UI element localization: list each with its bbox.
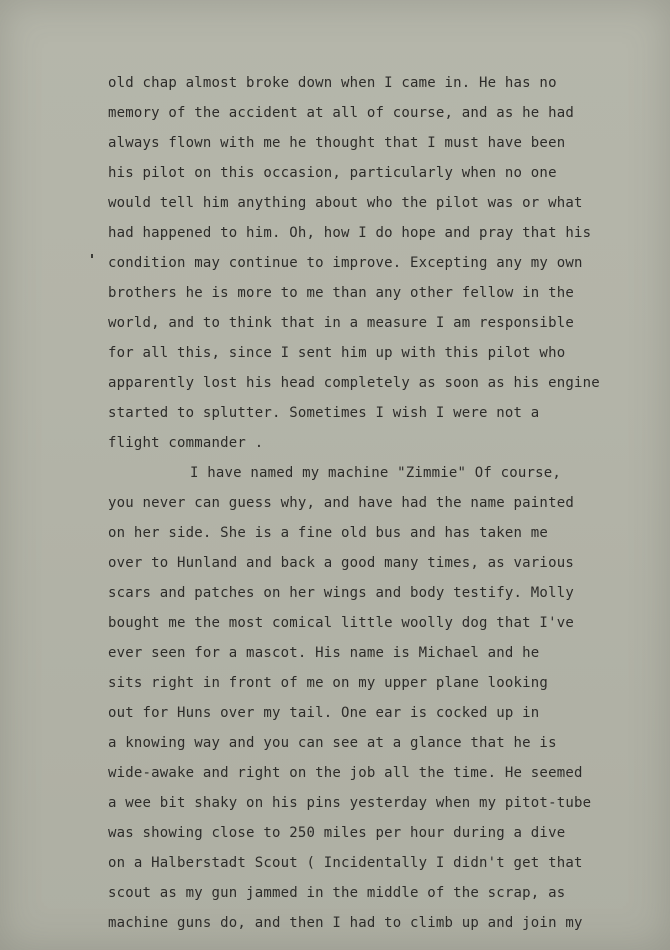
text-line: old chap almost broke down when I came in. He has no	[108, 75, 557, 91]
text-line: for all this, since I sent him up with this pilot who	[108, 345, 566, 361]
typed-text-block	[108, 68, 638, 938]
text-line: machine guns do, and then I had to climb up and join my	[108, 915, 583, 931]
text-line: on a Halberstadt Scout ( Incidentally I didn't get that	[108, 855, 583, 871]
text-line: always flown with me he thought that I must have been	[108, 135, 566, 151]
text-line: a wee bit shaky on his pins yesterday when my pitot-tube	[108, 795, 592, 811]
text-line: started to splutter. Sometimes I wish I were not a	[108, 405, 540, 421]
text-line: wide-awake and right on the job all the time. He seemed	[108, 765, 583, 781]
text-line: flight commander .	[108, 435, 264, 451]
margin-mark	[91, 254, 93, 258]
text-line: had happened to him. Oh, how I do hope and pray that his	[108, 225, 592, 241]
text-line: world, and to think that in a measure I am responsible	[108, 315, 574, 331]
text-line: brothers he is more to me than any other fellow in the	[108, 285, 574, 301]
text-line: apparently lost his head completely as soon as his engine	[108, 375, 600, 391]
text-line: condition may continue to improve. Excepting any my own	[108, 255, 583, 271]
text-line: sits right in front of me on my upper plane looking	[108, 675, 549, 691]
text-line: would tell him anything about who the pilot was or what	[108, 195, 583, 211]
text-line: out for Huns over my tail. One ear is cocked up in	[108, 705, 540, 721]
text-line: bought me the most comical little woolly dog that I've	[108, 615, 574, 631]
text-line: you never can guess why, and have had the name painted	[108, 495, 574, 511]
paragraph-first-line: I have named my machine "Zimmie" Of course,	[190, 465, 562, 481]
text-line: a knowing way and you can see at a glance that he is	[108, 735, 557, 751]
text-line: was showing close to 250 miles per hour during a dive	[108, 825, 566, 841]
text-line: over to Hunland and back a good many times, as various	[108, 555, 574, 571]
text-line: scars and patches on her wings and body testify. Molly	[108, 585, 574, 601]
text-line: ever seen for a mascot. His name is Michael and he	[108, 645, 540, 661]
text-line: on her side. She is a fine old bus and has taken me	[108, 525, 549, 541]
text-line: scout as my gun jammed in the middle of the scrap, as	[108, 885, 566, 901]
text-line: memory of the accident at all of course, and as he had	[108, 105, 574, 121]
text-line: his pilot on this occasion, particularly when no one	[108, 165, 557, 181]
